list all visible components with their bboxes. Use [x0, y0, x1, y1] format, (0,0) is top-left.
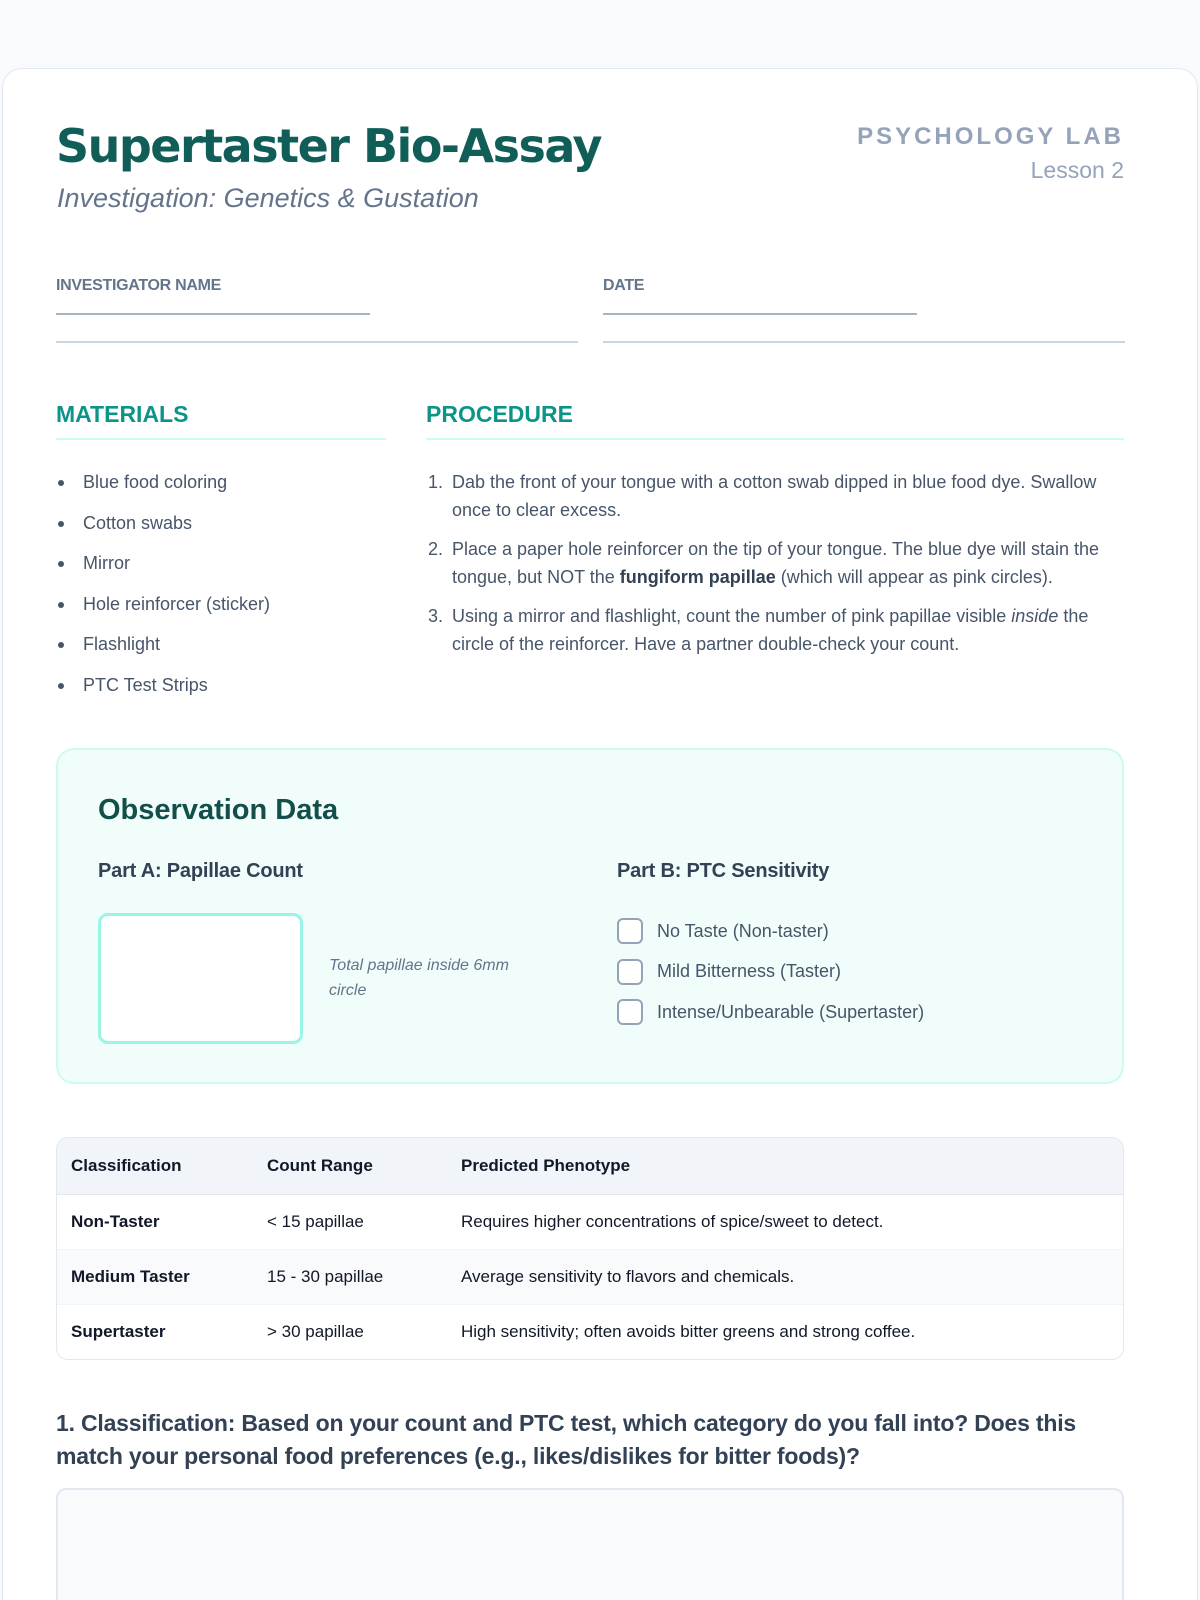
date-field [603, 277, 1125, 343]
column-header: Classification [57, 1138, 253, 1194]
question-1-answer-input[interactable] [56, 1488, 1124, 1600]
ptc-option-non-taster[interactable] [617, 911, 924, 952]
lesson-label: Lesson 2 [1030, 157, 1124, 183]
checkbox[interactable] [617, 999, 643, 1025]
investigator-name-field [56, 277, 578, 343]
lab-label: PSYCHOLOGY LAB [857, 123, 1124, 150]
part-b-title: Part B: PTC Sensitivity [617, 860, 830, 882]
material-label: PTC Test Strips [83, 674, 208, 695]
material-label: Mirror [83, 553, 130, 573]
table-row [57, 1194, 1123, 1249]
bullet-icon [58, 683, 64, 689]
phenotype-cell: High sensitivity; often avoids bitter greens and strong coffee. [461, 1321, 916, 1341]
classification-cell: Non-Taster [57, 1194, 253, 1249]
procedure-list [428, 469, 1128, 670]
procedure-heading: PROCEDURE [426, 401, 1124, 440]
investigator-name-label: INVESTIGATOR NAME [56, 277, 221, 294]
classification-cell: Medium Taster [57, 1249, 253, 1304]
ptc-option-label: Mild Bitterness (Taster) [657, 961, 842, 982]
count-range-cell: > 30 papillae [267, 1321, 364, 1341]
step-text: the circle of the reinforcer. Have a partner double-check your count. [452, 606, 1089, 654]
page-subtitle: Investigation: Genetics & Gustation [57, 183, 479, 213]
column-header: Predicted Phenotype [447, 1138, 1123, 1194]
ptc-option-label: Intense/Unbearable (Supertaster) [657, 1001, 925, 1022]
page-title: Supertaster Bio-Assay [56, 119, 601, 173]
papillae-count-hint: Total papillae inside 6mm circle [329, 957, 509, 999]
checkbox[interactable] [617, 959, 643, 985]
column-header: Count Range [253, 1138, 447, 1194]
bullet-icon [58, 561, 64, 567]
part-a-title: Part A: Papillae Count [98, 860, 303, 882]
list-item [56, 591, 386, 632]
classification-table [56, 1137, 1124, 1360]
step-emphasis: inside [1011, 606, 1059, 626]
procedure-step [428, 469, 1128, 524]
ptc-option-supertaster[interactable] [617, 992, 924, 1033]
material-label: Hole reinforcer (sticker) [83, 593, 271, 614]
list-item [56, 672, 386, 713]
step-number: 1. [428, 472, 444, 492]
step-text: Using a mirror and flashlight, count the number of pink papillae visible [452, 606, 1012, 626]
list-item [56, 631, 386, 672]
date-blank [603, 313, 917, 315]
materials-list [56, 469, 386, 712]
step-number: 2. [428, 539, 444, 559]
material-label: Cotton swabs [83, 512, 193, 533]
procedure-step [428, 536, 1128, 591]
table-header-row [57, 1138, 1123, 1194]
step-text: (which will appear as pink circles). [775, 566, 1053, 587]
ptc-option-label: No Taste (Non-taster) [657, 920, 829, 941]
table-row [57, 1249, 1123, 1304]
step-text: Dab the front of your tongue with a cotton swab dipped in blue food dye. Swallow once to clear excess. [452, 472, 1097, 520]
bullet-icon [58, 480, 64, 486]
step-number: 3. [428, 606, 444, 626]
step-text: Place a paper hole reinforcer on the tip of your tongue. The blue dye will stain the tongue, but NOT the [452, 539, 1100, 587]
ptc-options [617, 911, 924, 1033]
step-emphasis: fungiform papillae [619, 566, 776, 587]
table-row [57, 1304, 1123, 1359]
bullet-icon [58, 642, 64, 648]
investigator-name-input[interactable] [56, 341, 578, 343]
checkbox[interactable] [617, 918, 643, 944]
bullet-icon [58, 602, 64, 608]
worksheet-card [2, 68, 1198, 1600]
phenotype-cell: Average sensitivity to flavors and chemicals. [447, 1249, 1123, 1304]
classification-cell: Supertaster [71, 1321, 166, 1341]
material-label: Flashlight [83, 634, 161, 654]
list-item [56, 510, 386, 551]
list-item [56, 550, 386, 591]
phenotype-cell: Requires higher concentrations of spice/sweet to detect. [447, 1194, 1123, 1249]
procedure-step [428, 603, 1128, 658]
list-item [56, 469, 386, 510]
materials-heading: MATERIALS [56, 401, 386, 440]
count-range-cell: < 15 papillae [253, 1194, 447, 1249]
bullet-icon [58, 521, 64, 527]
question-1: 1. Classification: Based on your count and PTC test, which category do you fall into? Does this match your personal food preferences (e.g., likes/dislikes for bitter foods)? [56, 1410, 1076, 1469]
ptc-option-taster[interactable] [617, 952, 924, 993]
count-range-cell: 15 - 30 papillae [253, 1249, 447, 1304]
investigator-name-blank [56, 313, 370, 315]
observation-panel [56, 748, 1124, 1084]
observation-title: Observation Data [98, 794, 339, 826]
date-label: DATE [603, 277, 645, 294]
material-label: Blue food coloring [83, 472, 228, 492]
papillae-count-input[interactable] [98, 913, 303, 1044]
date-input[interactable] [603, 341, 1125, 343]
